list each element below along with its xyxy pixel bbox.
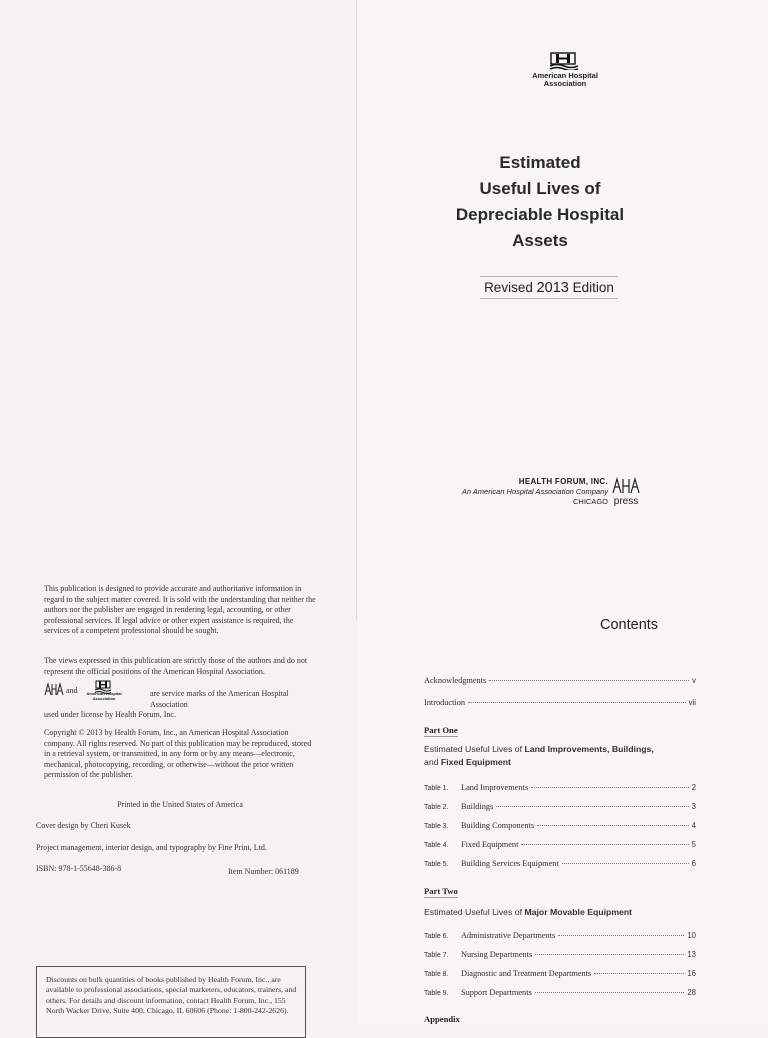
toc-table-number: Table 9. <box>424 990 449 997</box>
service-marks-text <box>44 680 316 721</box>
toc-entry-label: Building Components <box>461 821 535 830</box>
part-two-title: Part Two <box>424 886 458 896</box>
toc-table-entry[interactable] <box>424 783 696 792</box>
part-desc-bold: Major Movable Equipment <box>524 907 633 917</box>
part-desc-prefix: and <box>424 757 441 767</box>
discount-text: Discounts on bulk quantities of books published by Health Forum, Inc., are available to professional associations, special marketers, educators, trainers, and others. For details and discount information, contact Health Forum, Inc., 155 North Wacker Drive, Suite 400, Chicago, IL 60606 (Phone: 1-800-242-2626). <box>46 975 297 1016</box>
toc-table-entry[interactable] <box>424 802 696 811</box>
toc-entry-page: 4 <box>691 821 696 830</box>
toc-entry-page: 3 <box>691 802 696 811</box>
toc-entry-page: 6 <box>691 859 696 868</box>
isbn: ISBN: 978-1-55648-386-8 <box>36 864 122 873</box>
toc-entry-label: Introduction <box>424 698 466 707</box>
edition-prefix: Revised <box>484 280 533 295</box>
edition-suffix: Edition <box>572 280 614 295</box>
toc-entry-page: 5 <box>691 840 696 849</box>
appendix-title: Appendix <box>424 1014 460 1024</box>
copyright-paragraph: Copyright © 2013 by Health Forum, Inc., an American Hospital Association company. All rights reserved. No part of this publication may be reproduced, stored in a retrieval system, or transmitted, in any form or by any means—electronic, mechanical, photocopying, recording, or otherwise—without the prior written permission of the publisher. <box>44 728 312 780</box>
service-marks-line-1: are service marks of the American Hospital Association <box>150 689 289 709</box>
part-desc-prefix: Estimated Useful Lives of <box>424 744 525 754</box>
publisher-name: HEALTH FORUM, INC. <box>518 477 608 486</box>
part-two-description <box>424 906 704 919</box>
toc-dot-leader <box>562 863 689 864</box>
toc-dot-leader <box>537 825 689 826</box>
toc-dot-leader <box>531 787 689 788</box>
page-fold <box>356 0 357 620</box>
toc-entry-page: v <box>692 676 696 685</box>
production-credit: Project management, interior design, and typography by Fine Print, Ltd. <box>36 843 267 852</box>
toc-entry-page: 16 <box>687 969 696 978</box>
views-paragraph: The views expressed in this publication are strictly those of the authors and do not represent the official positions of the American Hospital Association. <box>44 656 308 676</box>
aha-press-logo-icon <box>611 476 641 506</box>
toc-table-number: Table 3. <box>424 823 449 830</box>
title-line: Useful Lives of <box>479 179 601 198</box>
toc-dot-leader <box>594 973 684 974</box>
toc-table-number: Table 2. <box>424 804 449 811</box>
publisher-description: An American Hospital Association Company <box>461 487 608 496</box>
aha-logo-name: American Hospital Association <box>532 71 598 88</box>
toc-entry-label: Acknowledgments <box>424 676 487 685</box>
toc-entry-label: Diagnostic and Treatment Departments <box>461 969 592 978</box>
part-one-description <box>424 743 704 769</box>
book-title <box>420 150 660 254</box>
title-line: Assets <box>512 231 568 250</box>
toc-entry[interactable] <box>424 676 696 685</box>
part-desc-prefix: Estimated Useful Lives of <box>424 907 525 917</box>
title-line: Depreciable Hospital <box>455 205 625 224</box>
svg-text:press: press <box>613 496 639 506</box>
toc-entry-page: 2 <box>691 783 696 792</box>
toc-table-entry[interactable] <box>424 950 696 959</box>
toc-table-entry[interactable] <box>424 821 696 830</box>
toc-dot-leader <box>468 702 686 703</box>
title-line: Estimated <box>499 153 581 172</box>
part-desc-bold: Fixed Equipment <box>440 757 511 767</box>
toc-dot-leader <box>558 935 684 936</box>
edition-year: 2013 <box>536 280 569 296</box>
toc-table-number: Table 7. <box>424 952 449 959</box>
part-desc-bold: Land Improvements, Buildings, <box>524 744 654 754</box>
toc-table-entry[interactable] <box>424 859 696 868</box>
printed-in: Printed in the United States of America <box>117 800 243 809</box>
toc-dot-leader <box>496 806 688 807</box>
contents-title: Contents <box>600 617 659 633</box>
item-number: Item Number: 061189 <box>228 867 299 876</box>
toc-dot-leader <box>535 992 685 993</box>
toc-table-number: Table 8. <box>424 971 449 978</box>
toc-table-entry[interactable] <box>424 988 696 997</box>
part-one-title: Part One <box>424 725 458 735</box>
toc-entry-page: 10 <box>687 931 696 940</box>
toc-entry-page: 13 <box>687 950 696 959</box>
toc-table-entry[interactable] <box>424 840 696 849</box>
marks-and: and <box>66 686 78 695</box>
toc-entry[interactable] <box>424 698 696 707</box>
toc-entry-page: 28 <box>687 988 696 997</box>
toc-table-number: Table 5. <box>424 861 449 868</box>
toc-dot-leader <box>489 680 689 681</box>
disclaimer-paragraph: This publication is designed to provide accurate and authoritative information in regard to the subject matter covered. It is sold with the understanding that neither the authors nor the publisher are engaged in rendering legal, accounting, or other professional services. If legal advice or other expert assistance is required, the services of a competent professional should be sought. <box>44 584 316 636</box>
toc-table-entry[interactable] <box>424 969 696 978</box>
toc-table-number: Table 1. <box>424 785 449 792</box>
edition-label <box>480 276 618 299</box>
cover-credit: Cover design by Cheri Kusek <box>36 821 131 830</box>
toc-entry-label: Support Departments <box>461 988 532 997</box>
toc-table-entry[interactable] <box>424 931 696 940</box>
service-marks-line-2: used under license by Health Forum, Inc. <box>44 710 176 720</box>
toc-entry-label: Fixed Equipment <box>461 840 519 849</box>
toc-entry-label: Nursing Departments <box>461 950 533 959</box>
toc-table-number: Table 6. <box>424 933 449 940</box>
toc-entry-label: Administrative Departments <box>461 931 556 940</box>
toc-entry-label: Buildings <box>461 802 494 811</box>
toc-dot-leader <box>521 844 688 845</box>
aha-small-logo-name: American Hospital Association <box>86 691 122 701</box>
toc-table-number: Table 4. <box>424 842 449 849</box>
toc-entry-page: vii <box>688 698 696 707</box>
toc-entry-label: Building Services Equipment <box>461 859 559 868</box>
toc-entry-label: Land Improvements <box>461 783 529 792</box>
publisher-city: CHICAGO <box>572 497 608 506</box>
aha-h-logo-icon <box>549 52 579 70</box>
toc-dot-leader <box>535 954 684 955</box>
